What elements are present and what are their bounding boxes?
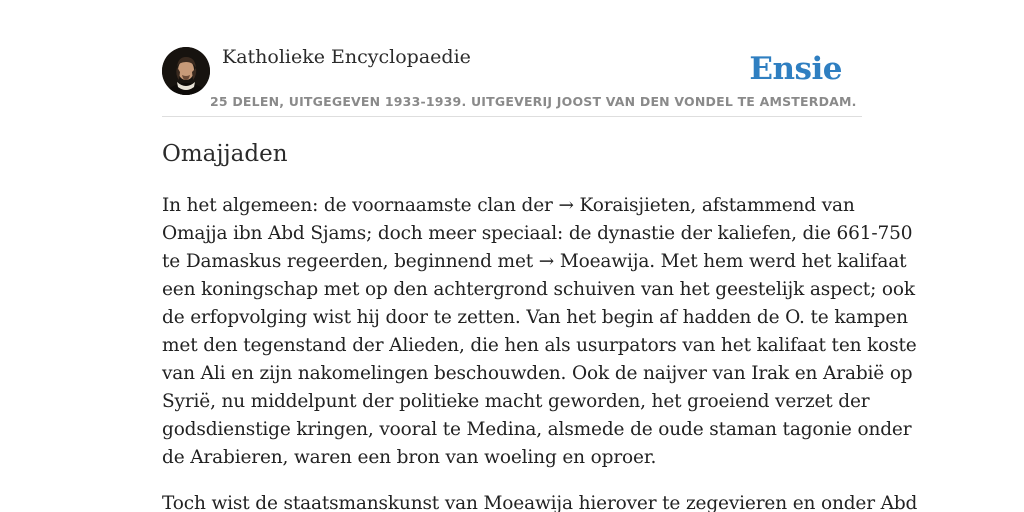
paragraph-line: de erfopvolging wist hij door te zetten. Van het begin af hadden de O. te kampen xyxy=(162,307,908,328)
article-paragraph xyxy=(162,192,917,472)
portrait-icon xyxy=(162,47,210,95)
paragraph-line: In het algemeen: de voornaamste clan der → Koraisjieten, afstammend van xyxy=(162,195,855,216)
page-container xyxy=(162,0,918,512)
paragraph-line: Syrië, nu middelpunt der politieke macht geworden, het groeiend verzet der xyxy=(162,391,870,412)
source-avatar[interactable] xyxy=(162,47,210,95)
paragraph-line: met den tegenstand der Alieden, die hen als usurpators van het kalifaat ten koste xyxy=(162,335,917,356)
paragraph-line: van Ali en zijn nakomelingen beschouwden. Ook de naijver van Irak en Arabië op xyxy=(162,363,913,384)
article-paragraph xyxy=(162,490,918,512)
paragraph-line: de Arabieren, waren een bron van woeling en oproer. xyxy=(162,447,657,468)
paragraph-line: godsdienstige kringen, vooral te Medina, alsmede de oude staman tagonie onder xyxy=(162,419,912,440)
source-header xyxy=(162,0,862,117)
brand-logo[interactable]: Ensie xyxy=(749,51,842,87)
paragraph-line: een koningschap met op den achtergrond schuiven van het geestelijk aspect; ook xyxy=(162,279,915,300)
paragraph-line: Omajja ibn Abd Sjams; doch meer speciaal: de dynastie der kaliefen, die 661-750 xyxy=(162,223,913,244)
entry-title: Omajjaden xyxy=(162,141,288,167)
paragraph-line: te Damaskus regeerden, beginnend met → Moeawija. Met hem werd het kalifaat xyxy=(162,251,907,272)
source-title[interactable]: Katholieke Encyclopaedie xyxy=(222,46,471,68)
source-subtitle: 25 DELEN, UITGEGEVEN 1933-1939. UITGEVERIJ JOOST VAN DEN VONDEL TE AMSTERDAM. xyxy=(210,94,857,109)
paragraph-line: Toch wist de staatsmanskunst van Moeawija hierover te zegevieren en onder Abd xyxy=(162,493,918,512)
